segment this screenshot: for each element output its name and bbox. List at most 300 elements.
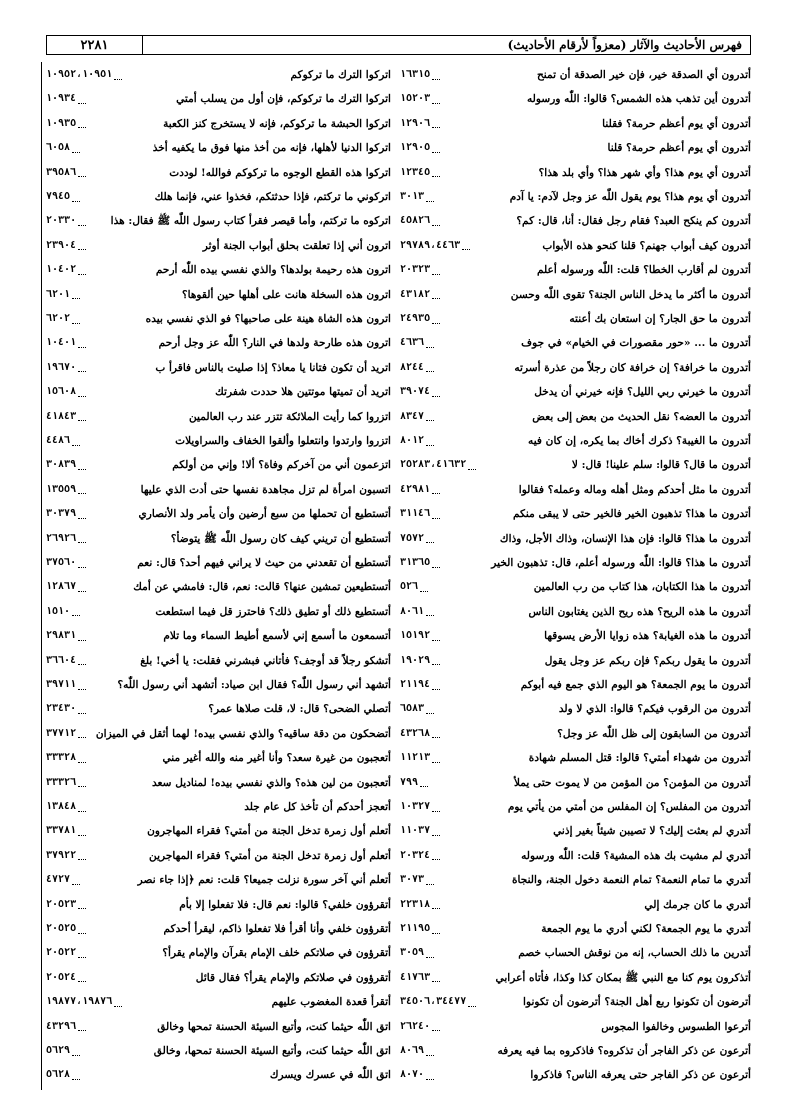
leader-dots bbox=[432, 689, 440, 690]
entry-reference-number: ٤٣٢٦٨ bbox=[400, 727, 431, 739]
entry-reference-number: ٤٧٢٧ bbox=[46, 874, 71, 886]
entry-text: أتدرون أين تذهب هذه الشمس؟ قالوا: اللّٰه ورسوله bbox=[527, 93, 751, 106]
entry-reference-number: ٤٣١٨٢ bbox=[400, 288, 431, 300]
entry-text: أتستطيع ذلك أو تطيق ذلك؟ فاحترز قل فيما استطعت bbox=[155, 605, 391, 618]
leader-dots bbox=[432, 493, 440, 494]
entry-text: أتدري ما كان جرمك إلي bbox=[644, 898, 751, 911]
leader-dots bbox=[78, 176, 86, 177]
page-header bbox=[46, 35, 751, 55]
entry-reference-number: ١٦٣١٥ bbox=[400, 69, 431, 80]
leader-dots bbox=[432, 396, 440, 397]
index-entry bbox=[46, 625, 391, 647]
entry-reference-number: ٦٢٠١ bbox=[46, 288, 71, 300]
index-entry bbox=[46, 162, 391, 184]
entry-reference-number: ٨٠٦١ bbox=[400, 605, 425, 617]
leader-dots bbox=[78, 664, 86, 665]
entry-reference-number: ٢٥٢٨٣،٤١٦٣٢ bbox=[400, 459, 467, 471]
entry-text: اتركوا هذه القطع الوجوه ما تركوكم فوالله! لوددت bbox=[169, 166, 391, 179]
entry-text: أتشكو رجلاً قد أوجف؟ فأتاني فبشرني فقلت: يا أخي! بلغ bbox=[140, 654, 391, 667]
entry-text: أتدرون ما يقول ربكم؟ فإن ربكم عز وجل يقول bbox=[544, 654, 751, 667]
leader-dots bbox=[72, 298, 80, 299]
entry-text: أترضون أن تكونوا ربع أهل الجنة؟ أترضون أن تكونوا bbox=[523, 996, 751, 1009]
index-entry bbox=[400, 747, 751, 769]
leader-dots bbox=[78, 1030, 86, 1031]
entry-text: أتدرون ما أكثر ما يدخل الناس الجنة؟ تقوى اللّٰه وحسن bbox=[510, 288, 751, 301]
index-entry bbox=[46, 186, 391, 208]
leader-dots bbox=[78, 933, 86, 934]
index-entry bbox=[46, 845, 391, 867]
entry-reference-number: ٦٥٨٣ bbox=[400, 703, 425, 715]
index-entry bbox=[46, 796, 391, 818]
index-entry bbox=[400, 772, 751, 794]
entry-text: اتسبون امرأة لم تزل مجاهدة نفسها حتى أدت الذي عليها bbox=[140, 483, 391, 496]
entry-reference-number: ٨٣٤٧ bbox=[400, 410, 425, 422]
entry-text: أتعجبون من لين هذه؟ والذي نفسي بيده! لمناديل سعد bbox=[152, 776, 391, 789]
entry-reference-number: ٢٩٨٣١ bbox=[46, 630, 77, 642]
entry-text: أتدرون ما هذا الكتابان، هذا كتاب من رب العالمين bbox=[533, 581, 751, 594]
leader-dots bbox=[426, 371, 434, 372]
entry-text: أتدرون من المفلس؟ إن المفلس من أمتي من يأتي يوم bbox=[507, 801, 751, 813]
index-entry bbox=[46, 942, 391, 964]
leader-dots bbox=[468, 1006, 476, 1007]
entry-reference-number: ١٢٩٠٥ bbox=[400, 142, 431, 154]
leader-dots bbox=[72, 615, 80, 616]
entry-reference-number: ٢٩٧٨٩،٤٤٦٣ bbox=[400, 239, 461, 251]
entry-text: أتدرون لم أقارب الخطا؟ قلت: اللّٰه ورسوله أعلم bbox=[537, 264, 751, 277]
entry-text: أتدرون ما هذا؟ قالوا: فإن هذا الإنسان، وذاك الأجل، وذاك bbox=[499, 532, 751, 545]
entry-text: اتق اللّٰه في عسرك ويسرك bbox=[269, 1069, 391, 1082]
index-entry bbox=[46, 137, 391, 159]
entry-reference-number: ٢٠٣٢٤ bbox=[400, 849, 431, 861]
leader-dots bbox=[114, 1006, 122, 1007]
entry-text: اتريد أن تكون فتانا يا معاذ؟ إذا صليت بالناس فاقرأ ب bbox=[155, 361, 391, 374]
leader-dots bbox=[78, 347, 86, 348]
leader-dots bbox=[78, 371, 86, 372]
leader-dots bbox=[432, 567, 440, 568]
leader-dots bbox=[432, 518, 440, 519]
index-entry bbox=[46, 601, 391, 623]
leader-dots bbox=[426, 1055, 434, 1056]
header-divider bbox=[142, 36, 143, 54]
entry-text: اترون هذه الشاة هينة على صاحبها؟ فو الذي نفسي بيده bbox=[145, 313, 391, 325]
entry-reference-number: ٢٠٥٢٢ bbox=[46, 947, 77, 959]
leader-dots bbox=[78, 908, 86, 909]
entry-text: اترون هذه طارحة ولدها في النار؟ اللّٰه عز وجل أرحم bbox=[158, 337, 391, 350]
index-entry bbox=[46, 454, 391, 476]
index-entry bbox=[400, 869, 751, 891]
leader-dots bbox=[426, 445, 434, 446]
right-column bbox=[400, 64, 751, 1094]
entry-reference-number: ١٠٩٣٤ bbox=[46, 93, 77, 105]
entry-reference-number: ٧٩٩ bbox=[400, 776, 419, 788]
left-column bbox=[46, 64, 391, 1094]
entry-text: أتدرون ما حق الجار؟ إن استعان بك أعنته bbox=[569, 313, 751, 325]
index-entry bbox=[400, 820, 751, 842]
entry-reference-number: ٣٧٧١٢ bbox=[46, 727, 77, 739]
index-entry bbox=[400, 162, 751, 184]
leader-dots bbox=[78, 689, 86, 690]
entry-text: أتعلم أول زمرة تدخل الجنة من أمتي؟ فقراء المهاجرون bbox=[147, 825, 391, 838]
entry-reference-number: ٢٠٥٢٤ bbox=[46, 971, 77, 983]
index-entry bbox=[400, 918, 751, 940]
leader-dots bbox=[72, 323, 80, 324]
leader-dots bbox=[432, 103, 440, 104]
entry-reference-number: ١٠٣٢٧ bbox=[400, 801, 431, 812]
entry-text: اتركوا الحبشة ما تركوكم، فإنه لا يستخرج كنز الكعبة bbox=[163, 117, 391, 130]
entry-reference-number: ٣٩٠٧٤ bbox=[400, 386, 431, 398]
index-entry bbox=[400, 1016, 751, 1038]
entry-text: أتدرون ما خيرني ربي الليل؟ فإنه خيرني أن يدخل bbox=[534, 386, 751, 399]
index-entry bbox=[400, 186, 751, 208]
index-entry bbox=[400, 284, 751, 306]
entry-text: أترعوا الطسوس وخالفوا المجوس bbox=[601, 1020, 751, 1033]
leader-dots bbox=[432, 981, 440, 982]
entry-reference-number: ٣٩٧١١ bbox=[46, 679, 77, 690]
leader-dots bbox=[78, 640, 86, 641]
index-entry bbox=[400, 454, 751, 476]
entry-text: أتشهد أني رسول اللّٰه؟ فقال ابن صياد: أتشهد أني رسول اللّٰه؟ bbox=[117, 679, 391, 691]
entry-text: اترون أني إذا تعلقت بحلق أبواب الجنة أوثر bbox=[202, 239, 391, 252]
leader-dots bbox=[426, 1079, 434, 1080]
leader-dots bbox=[78, 567, 86, 568]
entry-reference-number: ٤٦٣٦ bbox=[400, 337, 425, 349]
entry-text: أتستطيع أن تريني كيف كان رسول اللّٰه ﷺ يتوضأ؟ bbox=[170, 532, 391, 545]
entry-reference-number: ٦٠٥٨ bbox=[46, 142, 71, 154]
leader-dots bbox=[420, 591, 428, 592]
entry-reference-number: ٥٦٢٨ bbox=[46, 1069, 71, 1081]
leader-dots bbox=[432, 908, 440, 909]
entry-text: أتدرون من المؤمن؟ من المؤمن من لا يموت حتى يملأ bbox=[513, 776, 751, 789]
entry-reference-number: ٢٢٣١٨ bbox=[400, 898, 431, 910]
entry-text: أتدرون ما هذه الريح؟ هذه ريح الذين يغتابون الناس bbox=[528, 605, 751, 618]
index-entry bbox=[46, 1016, 391, 1038]
index-entry bbox=[46, 332, 391, 354]
entry-text: أتدرون ما هذا؟ قالوا: اللّٰه ورسوله أعلم، قال: تذهبون الخير bbox=[491, 557, 751, 569]
entry-text: اتركوا الترك ما تركوكم bbox=[290, 69, 391, 81]
entry-reference-number: ٨٢٤٤ bbox=[400, 361, 425, 373]
entry-text: أتدرون من الرقوب فيكم؟ قالوا: الذي لا ولد bbox=[558, 703, 751, 716]
index-entry bbox=[400, 64, 751, 86]
leader-dots bbox=[468, 469, 476, 470]
index-entry bbox=[400, 259, 751, 281]
entry-reference-number: ٨٠٧٠ bbox=[400, 1069, 425, 1081]
index-entry bbox=[46, 503, 391, 525]
leader-dots bbox=[78, 274, 86, 275]
entry-reference-number: ٤١٧٦٣ bbox=[400, 971, 431, 983]
index-entry bbox=[46, 576, 391, 598]
leader-dots bbox=[432, 1030, 440, 1031]
entry-reference-number: ١٠٩٥٢،١٠٩٥١ bbox=[46, 69, 113, 80]
index-entry bbox=[400, 991, 751, 1013]
entry-text: أتدرون ما هذا؟ تذهبون الخير فالخير حتى لا يبقى منكم bbox=[513, 508, 751, 521]
index-entry bbox=[46, 650, 391, 672]
entry-text: أتضحكون من دقة ساقيه؟ والذي نفسي بيده! لهما أثقل في الميزان bbox=[95, 727, 391, 740]
index-entry bbox=[46, 552, 391, 574]
entry-text: أترعون عن ذكر الفاجر حتى يعرفه الناس؟ فاذكروا bbox=[530, 1069, 751, 1082]
entry-reference-number: ٥٢٦ bbox=[400, 581, 419, 593]
leader-dots bbox=[72, 884, 80, 885]
entry-reference-number: ١٣٥٥٩ bbox=[46, 483, 77, 495]
entry-reference-number: ١٠٤٠١ bbox=[46, 337, 77, 349]
leader-dots bbox=[432, 176, 440, 177]
entry-text: أتدرون أي يوم أعظم حرمة؟ فقلنا bbox=[602, 117, 751, 130]
leader-dots bbox=[432, 152, 440, 153]
entry-reference-number: ٤٢٩٨١ bbox=[400, 483, 431, 495]
index-entry bbox=[400, 1040, 751, 1062]
leader-dots bbox=[78, 103, 86, 104]
entry-text: أتذكرون يوم كنا مع النبي ﷺ بمكان كذا وكذا، فأتاه أعرابي bbox=[495, 971, 751, 984]
entry-reference-number: ٢٣٤٣٠ bbox=[46, 703, 77, 715]
entry-text: أتصلي الضحى؟ قال: لا، قلت صلاها عمر؟ bbox=[208, 703, 391, 716]
entry-text: أتقرؤون في صلاتكم خلف الإمام بقرآن والإمام يقرأ؟ bbox=[162, 947, 391, 960]
entry-text: أتدرون ما مثل أحدكم ومثل أهله وماله وعمله؟ فقالوا bbox=[518, 483, 751, 496]
entry-text: اتركوا الدنيا لأهلها، فإنه من أخذ منها فوق ما يكفيه أخذ bbox=[152, 142, 391, 155]
index-entry bbox=[46, 698, 391, 720]
entry-text: اتزروا وارتدوا وانتعلوا وألقوا الخفاف والسراويلات bbox=[175, 435, 391, 447]
entry-reference-number: ١٢٩٠٦ bbox=[400, 117, 431, 129]
column-divider bbox=[41, 62, 42, 1090]
index-entry bbox=[400, 113, 751, 135]
leader-dots bbox=[78, 225, 86, 226]
entry-reference-number: ١٢٨٦٧ bbox=[46, 581, 77, 593]
index-entry bbox=[400, 332, 751, 354]
index-entry bbox=[400, 625, 751, 647]
entry-text: أتدرون ما يوم الجمعة؟ هو اليوم الذي جمع فيه أبوكم bbox=[520, 679, 751, 691]
leader-dots bbox=[432, 127, 440, 128]
entry-reference-number: ٥٦٢٩ bbox=[46, 1045, 71, 1056]
entry-reference-number: ٣٠١٣ bbox=[400, 191, 425, 202]
entry-text: اترون هذه رحيمة بولدها؟ والذي نفسي بيده اللّٰه أرحم bbox=[155, 264, 391, 277]
entry-text: أتستطيعين تمشين عنها؟ قالت: نعم، قال: فامشي عن أمك bbox=[133, 581, 391, 594]
entry-reference-number: ٣٣٧٨١ bbox=[46, 825, 77, 837]
entry-text: أتدري لم بعثت إليك؟ لا تصيبن شيئاً بغير إذني bbox=[553, 825, 751, 838]
entry-reference-number: ٧٥٧٢ bbox=[400, 532, 425, 544]
index-entry bbox=[400, 88, 751, 110]
entry-text: أتدرون ما قال؟ قالوا: سلم علينا! قال: لا bbox=[571, 459, 751, 472]
entry-text: أتدرون ما خرافة؟ إن خرافة كان رجلاً من عذرة أسرته bbox=[514, 361, 751, 374]
leader-dots bbox=[426, 713, 434, 714]
entry-reference-number: ١١٠٣٧ bbox=[400, 825, 431, 837]
page-title: فهرس الأحاديث والآثار (معزواً لأرقام الأحاديث) bbox=[507, 38, 742, 52]
index-entry bbox=[400, 650, 751, 672]
entry-text: اتركوا الترك ما تركوكم، فإن أول من يسلب أمتي bbox=[176, 93, 391, 106]
index-entry bbox=[46, 113, 391, 135]
entry-text: أتستطيع أن تحملها من سبع أرضين وأن يأمر ولد الأنصاري bbox=[138, 508, 391, 521]
entry-reference-number: ٢٣٩٠٤ bbox=[46, 239, 77, 251]
entry-reference-number: ٢٠٣٢٣ bbox=[400, 264, 431, 276]
leader-dots bbox=[72, 445, 80, 446]
entry-reference-number: ٤١٨٤٣ bbox=[46, 410, 77, 422]
index-entry bbox=[400, 406, 751, 428]
entry-text: أترعون عن ذكر الفاجر أن تذكروه؟ فاذكروه بما فيه يعرفه bbox=[497, 1045, 751, 1057]
index-entry bbox=[46, 406, 391, 428]
index-entry bbox=[400, 235, 751, 257]
index-entry bbox=[400, 601, 751, 623]
entry-text: أتعجز أحدكم أن تأخذ كل عام جلد bbox=[244, 801, 391, 813]
index-entry bbox=[46, 528, 391, 550]
entry-text: أتدرون كم ينكح العبد؟ فقام رجل فقال: أنا، قال: كم؟ bbox=[516, 215, 751, 228]
entry-reference-number: ٣٣٣٢٨ bbox=[46, 752, 77, 764]
entry-text: أتدرون أي الصدقة خير، فإن خير الصدقة أن تمنح bbox=[536, 69, 751, 81]
index-entry bbox=[46, 357, 391, 379]
leader-dots bbox=[432, 835, 440, 836]
entry-reference-number: ١٣٨٤٨ bbox=[46, 801, 77, 812]
index-entry bbox=[400, 503, 751, 525]
leader-dots bbox=[432, 274, 440, 275]
leader-dots bbox=[114, 79, 122, 80]
entry-reference-number: ٣٣٣٢٦ bbox=[46, 776, 77, 788]
entry-reference-number: ١٥٦٠٨ bbox=[46, 386, 77, 398]
entry-reference-number: ١٩٨٧٧،١٩٨٧٦ bbox=[46, 996, 113, 1008]
entry-reference-number: ١٠٤٠٢ bbox=[46, 264, 77, 276]
index-entry bbox=[46, 674, 391, 696]
entry-text: اتركوني ما تركتم، فإذا حدثتكم، فخذوا عني، فإنما هلك bbox=[154, 191, 391, 203]
leader-dots bbox=[432, 737, 440, 738]
page-number: ٢٢٨١ bbox=[80, 37, 109, 53]
leader-dots bbox=[426, 957, 434, 958]
index-entry bbox=[400, 723, 751, 745]
entry-reference-number: ٢١١٩٥ bbox=[400, 923, 431, 934]
entry-text: أتسمعون ما أسمع إني لأسمع أطيط السماء وما تلام bbox=[163, 630, 391, 643]
entry-text: أتدري لم مشيت بك هذه المشية؟ قلت: اللّٰه ورسوله bbox=[521, 849, 751, 862]
index-entry bbox=[46, 430, 391, 452]
entry-text: أتدرون أي يوم هذا؟ وأي شهر هذا؟ وأي بلد هذا؟ bbox=[538, 166, 751, 179]
index-entry bbox=[46, 1064, 391, 1086]
leader-dots bbox=[432, 859, 440, 860]
entry-text: أتقرؤون خلفي وأنا أقرأ فلا تفعلوا ذاكم، ليقرأ أحدكم bbox=[163, 923, 391, 935]
index-entry bbox=[46, 308, 391, 330]
entry-text: أتدري ما يوم الجمعة؟ لكني أدري ما يوم الجمعة bbox=[541, 923, 751, 935]
leader-dots bbox=[432, 79, 440, 80]
entry-reference-number: ٢٦٢٤٠ bbox=[400, 1020, 431, 1032]
index-entry bbox=[46, 210, 391, 232]
entry-text: أتدرون ما العضه؟ نقل الحديث من بعض إلى بعض bbox=[532, 410, 751, 423]
leader-dots bbox=[432, 811, 440, 812]
index-entry bbox=[400, 1064, 751, 1086]
index-entry bbox=[46, 967, 391, 989]
index-entry bbox=[400, 698, 751, 720]
index-entry bbox=[46, 235, 391, 257]
entry-reference-number: ٢٠٥٢٥ bbox=[46, 923, 77, 934]
index-entry bbox=[46, 88, 391, 110]
leader-dots bbox=[426, 542, 434, 543]
entry-reference-number: ٦٢٠٢ bbox=[46, 313, 71, 324]
entry-reference-number: ٣٠٨٣٩ bbox=[46, 459, 77, 471]
leader-dots bbox=[72, 152, 80, 153]
leader-dots bbox=[78, 396, 86, 397]
entry-reference-number: ٣٦٦٠٤ bbox=[46, 654, 77, 666]
index-entry bbox=[400, 674, 751, 696]
entry-reference-number: ٢١١٩٤ bbox=[400, 679, 431, 690]
leader-dots bbox=[426, 201, 434, 202]
entry-text: أتستطيع أن تقعدني من حيث لا يراني فيهم أحد؟ قال: نعم bbox=[137, 557, 391, 569]
entry-text: اتق اللّٰه حيثما كنت، وأتبع السيئة الحسنة تمحها، وخالق bbox=[153, 1045, 391, 1057]
entry-reference-number: ٣٤٥٠٦،٣٤٤٧٧ bbox=[400, 996, 467, 1008]
leader-dots bbox=[78, 835, 86, 836]
entry-text: اتريد أن تميتها موتتين هلا حددت شفرتك bbox=[215, 386, 391, 399]
index-entry bbox=[46, 479, 391, 501]
index-entry bbox=[400, 942, 751, 964]
leader-dots bbox=[432, 664, 440, 665]
index-entry bbox=[400, 576, 751, 598]
index-entry bbox=[46, 772, 391, 794]
index-entry bbox=[46, 820, 391, 842]
index-entry bbox=[400, 528, 751, 550]
entry-reference-number: ٢٠٥٢٣ bbox=[46, 898, 77, 910]
index-entry bbox=[46, 991, 391, 1013]
index-entry bbox=[400, 210, 751, 232]
entry-reference-number: ٣١١٤٦ bbox=[400, 508, 431, 520]
leader-dots bbox=[78, 518, 86, 519]
entry-text: أتعلم أني آخر سورة نزلت جميعا؟ قلت: نعم ﴿إذا جاء نصر bbox=[137, 874, 391, 887]
leader-dots bbox=[78, 786, 86, 787]
leader-dots bbox=[72, 201, 80, 202]
index-entry bbox=[400, 796, 751, 818]
entry-text: أتقرؤون خلفي؟ قالوا: نعم قال: فلا تفعلوا إلا بأم bbox=[179, 898, 391, 911]
index-entry bbox=[400, 357, 751, 379]
entry-reference-number: ٣٠٥٩ bbox=[400, 947, 425, 959]
leader-dots bbox=[78, 811, 86, 812]
leader-dots bbox=[420, 786, 428, 787]
index-entry bbox=[400, 845, 751, 867]
entry-reference-number: ١٥١٩٢ bbox=[400, 630, 431, 642]
leader-dots bbox=[78, 713, 86, 714]
entry-text: اتزعمون أني من آخركم وفاة؟ ألا! وإني من أولكم bbox=[172, 459, 391, 472]
entry-reference-number: ٢٤٩٣٥ bbox=[400, 313, 431, 324]
entry-reference-number: ٣٧٥٦٠ bbox=[46, 557, 77, 568]
entry-reference-number: ١٥٢٠٣ bbox=[400, 93, 431, 105]
entry-text: أتدرون من شهداء أمتي؟ قالوا: قتل المسلم شهادة bbox=[528, 752, 751, 765]
entry-reference-number: ٤٤٨٦ bbox=[46, 435, 71, 446]
leader-dots bbox=[432, 933, 440, 934]
entry-reference-number: ١٩٦٧٠ bbox=[46, 361, 77, 373]
index-entry bbox=[400, 479, 751, 501]
entry-reference-number: ١١٢١٣ bbox=[400, 752, 431, 764]
entry-text: أتدرين ما ذلك الحساب، إنه من نوقش الحساب خصم bbox=[518, 947, 751, 960]
index-entry bbox=[400, 381, 751, 403]
index-entry bbox=[46, 381, 391, 403]
leader-dots bbox=[432, 323, 440, 324]
leader-dots bbox=[78, 542, 86, 543]
entry-reference-number: ٢٠٣٣٠ bbox=[46, 215, 77, 227]
index-entry bbox=[46, 894, 391, 916]
entry-reference-number: ٤٣٢٩٦ bbox=[46, 1020, 77, 1032]
entry-text: أتدرون ما هذه الغيابة؟ هذه زوايا الأرض يسوقها bbox=[544, 630, 751, 643]
entry-text: أتدرون أي يوم هذا؟ يوم يقول اللّٰه عز وجل لآدم: يا آدم bbox=[509, 191, 751, 203]
index-entry bbox=[400, 137, 751, 159]
leader-dots bbox=[432, 225, 440, 226]
entry-reference-number: ١٢٣٤٥ bbox=[400, 166, 431, 178]
leader-dots bbox=[462, 249, 470, 250]
entry-text: اتركوه ما تركتم، وأما قيصر فقرأ كتاب رسول اللّٰه ﷺ فقال: هذا bbox=[110, 215, 391, 228]
index-entry bbox=[46, 723, 391, 745]
entry-text: أتدري ما تمام النعمة؟ تمام النعمة دخول الجنة، والنجاة bbox=[511, 874, 751, 887]
entry-text: اتزروا كما رأيت الملائكة تتزر عند رب العالمين bbox=[188, 410, 391, 423]
entry-text: أتقرؤون في صلاتكم والإمام يقرأ؟ فقال قائل bbox=[195, 971, 391, 984]
entry-reference-number: ٧٩٤٥ bbox=[46, 191, 71, 202]
entry-reference-number: ١٩٠٢٩ bbox=[400, 654, 431, 666]
index-entry bbox=[400, 894, 751, 916]
leader-dots bbox=[78, 859, 86, 860]
leader-dots bbox=[78, 591, 86, 592]
entry-reference-number: ٣٠٣٧٩ bbox=[46, 508, 77, 520]
leader-dots bbox=[426, 347, 434, 348]
entry-reference-number: ٣٠٧٣ bbox=[400, 874, 425, 886]
entry-text: أتدرون ما الغيبة؟ ذكرك أخاك بما يكره، إن كان فيه bbox=[528, 435, 751, 447]
index-entry bbox=[400, 967, 751, 989]
entry-reference-number: ٤٥٨٢٦ bbox=[400, 215, 431, 227]
leader-dots bbox=[426, 420, 434, 421]
